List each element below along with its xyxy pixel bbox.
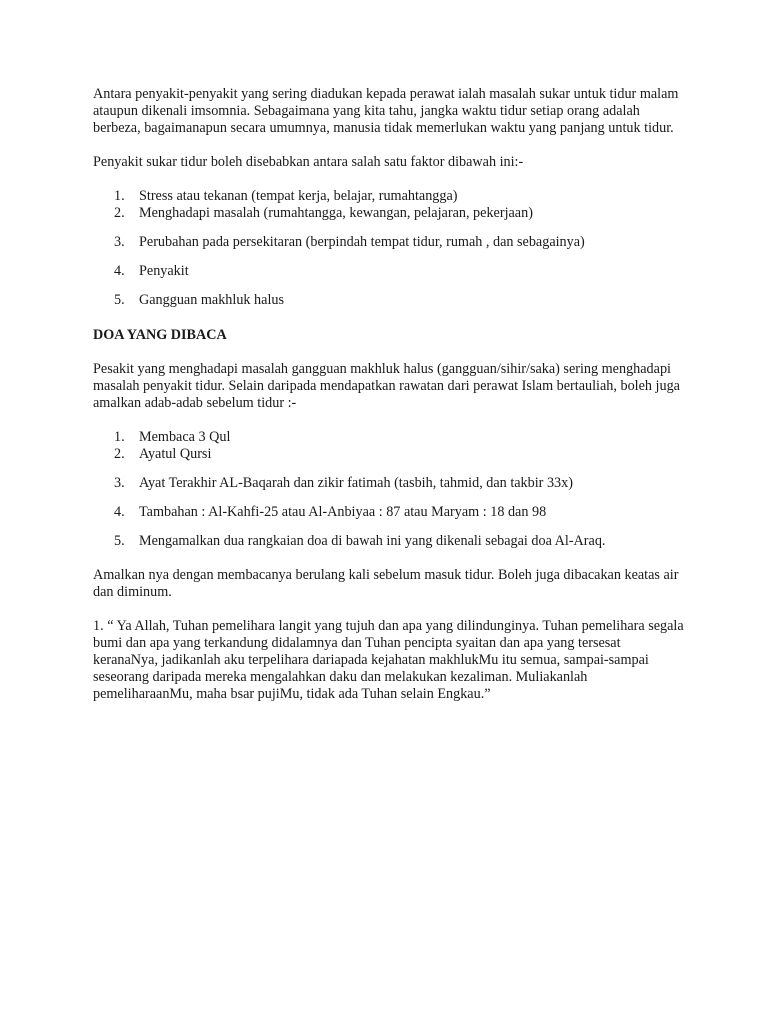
list-item-text: Penyakit xyxy=(139,263,189,279)
list-item-text: Membaca 3 Qul xyxy=(139,429,231,445)
list-item xyxy=(93,188,685,205)
list-number: 4. xyxy=(114,504,125,520)
list-number: 1. xyxy=(114,429,125,445)
list-item-text: Mengamalkan dua rangkaian doa di bawah ini yang dikenali sebagai doa Al-Araq. xyxy=(139,533,606,549)
list-number: 5. xyxy=(114,533,125,549)
list-item-text: Menghadapi masalah (rumahtangga, kewangan, pelajaran, pekerjaan) xyxy=(139,205,533,221)
list-number: 4. xyxy=(114,263,125,279)
causes-list xyxy=(93,188,685,309)
list-item xyxy=(93,446,685,463)
practice-paragraph: Amalkan nya dengan membacanya berulang kali sebelum masuk tidur. Boleh juga dibacakan keatas air dan diminum. xyxy=(93,567,679,600)
list-item xyxy=(93,292,685,309)
list-item xyxy=(93,205,685,222)
list-item xyxy=(93,504,685,521)
intro-paragraph: Antara penyakit-penyakit yang sering diadukan kepada perawat ialah masalah sukar untuk tidur malam ataupun dikenali imsomnia. Sebagaimana yang kita tahu, jangka waktu tidur setiap orang adalah berbeza, bagaimanapun secara umumnya, manusia tidak memerlukan waktu yang panjang untuk tidur. xyxy=(93,86,679,136)
list-number: 3. xyxy=(114,475,125,491)
list-number: 1. xyxy=(114,188,125,204)
adab-list xyxy=(93,429,685,550)
list-item xyxy=(93,263,685,280)
list-number: 5. xyxy=(114,292,125,308)
list-number: 2. xyxy=(114,205,125,221)
section-heading: DOA YANG DIBACA xyxy=(93,327,227,343)
list-item xyxy=(93,533,685,550)
causes-intro: Penyakit sukar tidur boleh disebabkan antara salah satu faktor dibawah ini:- xyxy=(93,154,524,170)
list-item-text: Tambahan : Al-Kahfi-25 atau Al-Anbiyaa : 87 atau Maryam : 18 dan 98 xyxy=(139,504,547,520)
list-item-text: Ayat Terakhir AL-Baqarah dan zikir fatimah (tasbih, tahmid, dan takbir 33x) xyxy=(139,475,573,491)
list-item-text: Stress atau tekanan (tempat kerja, belajar, rumahtangga) xyxy=(139,188,458,204)
list-item-text: Perubahan pada persekitaran (berpindah tempat tidur, rumah , dan sebagainya) xyxy=(139,234,585,250)
doa-text: 1. “ Ya Allah, Tuhan pemelihara langit yang tujuh dan apa yang dilindunginya. Tuhan pemelihara segala bumi dan apa yang terkandung didalamnya dan Tuhan pencipta syaitan dan apa yang tersesat keranaNya, jadikanlah aku terpelihara dariapada kejahatan makhlukMu itu semua, sampai-sampai seseorang daripada mereka mengalahkan daku dan melakukan kezaliman. Muliakanlah pemeliharaanMu, maha bsar pujiMu, tidak ada Tuhan selain Engkau.” xyxy=(93,618,684,702)
list-item xyxy=(93,234,685,251)
list-item xyxy=(93,475,685,492)
list-number: 2. xyxy=(114,446,125,462)
list-item xyxy=(93,429,685,446)
list-item-text: Gangguan makhluk halus xyxy=(139,292,284,308)
list-item-text: Ayatul Qursi xyxy=(139,446,212,462)
document-body xyxy=(93,86,685,703)
doa-paragraph: Pesakit yang menghadapi masalah gangguan makhluk halus (gangguan/sihir/saka) sering menghadapi masalah penyakit tidur. Selain daripada mendapatkan rawatan dari perawat Islam bertauliah, boleh juga amalkan adab-adab sebelum tidur :- xyxy=(93,361,680,411)
list-number: 3. xyxy=(114,234,125,250)
